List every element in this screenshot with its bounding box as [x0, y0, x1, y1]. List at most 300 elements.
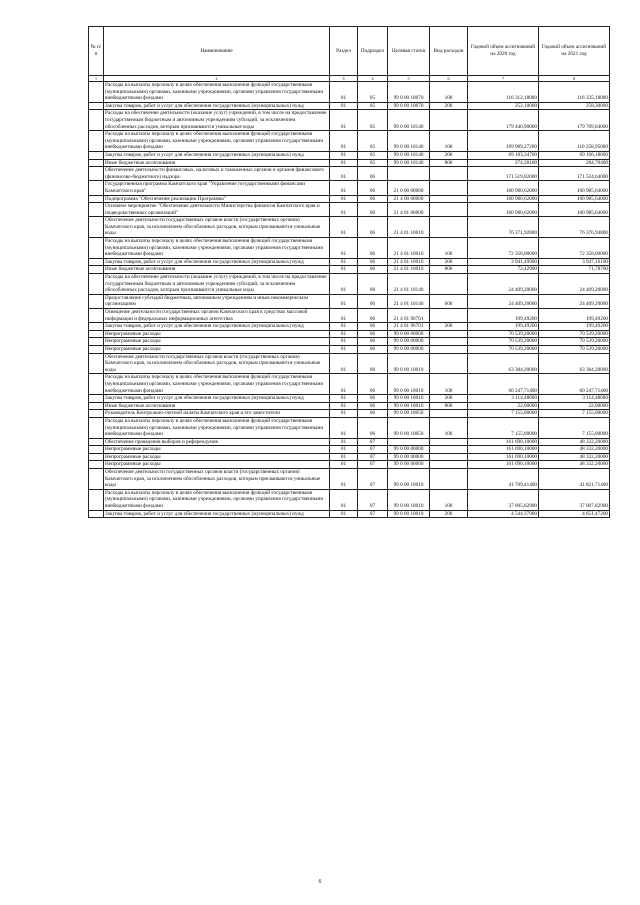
cell-amount-2021: 284,70400 — [539, 159, 610, 167]
budget-page — [88, 26, 609, 518]
cell-vid — [430, 345, 468, 353]
cell-num — [89, 489, 104, 510]
cell-amount-2021: 72 358,00000 — [539, 238, 610, 259]
table-row — [89, 294, 610, 308]
cell-tselevaya: 21 4 01 10140 — [388, 294, 430, 308]
cell-num — [89, 353, 104, 374]
cell-podrazdel: 06 — [358, 238, 388, 259]
cell-amount-2021: 70 539,20000 — [539, 330, 610, 338]
cell-razdel: 01 — [330, 151, 358, 159]
cell-tselevaya: 99 0 00 10010 — [388, 402, 430, 410]
cell-razdel: 01 — [330, 181, 358, 195]
cell-vid — [430, 167, 468, 181]
cell-amount-2021: 199,49200 — [539, 309, 610, 323]
cell-amount-2021: 100 985,64000 — [539, 203, 610, 217]
cell-tselevaya — [388, 438, 430, 446]
cell-amount-2021: 258,30000 — [539, 102, 610, 110]
cell-name: Закупка товаров, работ и услуг для обеспечения государственных (муниципальных) нужд — [104, 395, 330, 403]
cell-amount-2020: 72 358,00000 — [468, 238, 539, 259]
cell-num — [89, 181, 104, 195]
cell-amount-2021: 63 384,20000 — [539, 353, 610, 374]
cell-name: Иные бюджетные ассигнования — [104, 402, 330, 410]
cell-tselevaya: 99 0 00 10010 — [388, 353, 430, 374]
table-row — [89, 489, 610, 510]
cell-vid: 100 — [430, 489, 468, 510]
cell-razdel: 01 — [330, 410, 358, 418]
cell-amount-2020: 70 539,20000 — [468, 345, 539, 353]
cell-amount-2021: 24 409,20000 — [539, 274, 610, 295]
table-row — [89, 410, 610, 418]
cell-podrazdel: 06 — [358, 181, 388, 195]
cell-num — [89, 274, 104, 295]
table-row — [89, 159, 610, 167]
cell-amount-2020: 3 941,49900 — [468, 258, 539, 266]
cell-razdel: 01 — [330, 489, 358, 510]
cell-podrazdel: 05 — [358, 82, 388, 103]
cell-tselevaya: 99 0 00 10010 — [388, 395, 430, 403]
cell-vid: 200 — [430, 395, 468, 403]
cell-amount-2020: 109 989,27200 — [468, 131, 539, 152]
cell-razdel: 01 — [330, 266, 358, 274]
cell-podrazdel: 06 — [358, 338, 388, 346]
cell-name: Расходы на выплаты персоналу в целях обеспечения выполнения функций государственными (муниципальными) органами, казенными учреждениями, органами управления государственными внебюджетными фондами — [104, 417, 330, 438]
table-row — [89, 417, 610, 438]
cell-num — [89, 410, 104, 418]
cell-amount-2021: 4 651,47200 — [539, 510, 610, 518]
cell-vid: 100 — [430, 238, 468, 259]
cell-tselevaya: 99 0 00 10140 — [388, 159, 430, 167]
table-row — [89, 395, 610, 403]
cell-num — [89, 323, 104, 331]
cell-num — [89, 151, 104, 159]
cell-num — [89, 110, 104, 131]
cell-amount-2021: 69 166,18600 — [539, 151, 610, 159]
cell-name: Расходы на выплаты персоналу в целях обеспечения выполнения функций государственными (муниципальными) органами, казенными учреждениями, органами управления государственными внебюджетными фондами — [104, 374, 330, 395]
cell-amount-2021: 76 376,94800 — [539, 217, 610, 238]
cell-amount-2021: 41 821,71400 — [539, 469, 610, 490]
cell-amount-2020: 22,00000 — [468, 402, 539, 410]
cell-num — [89, 203, 104, 217]
col-header-num: № п/п — [89, 27, 104, 76]
cell-razdel: 01 — [330, 131, 358, 152]
cell-vid — [430, 195, 468, 203]
cell-razdel: 01 — [330, 195, 358, 203]
cell-razdel: 01 — [330, 438, 358, 446]
table-row — [89, 309, 610, 323]
cell-amount-2021: 3 114,48600 — [539, 395, 610, 403]
cell-amount-2020: 24 409,20000 — [468, 294, 539, 308]
cell-amount-2020: 100 980,62000 — [468, 195, 539, 203]
cell-podrazdel: 06 — [358, 195, 388, 203]
cell-razdel: 01 — [330, 238, 358, 259]
cell-num — [89, 159, 104, 167]
col-number: 6 — [430, 76, 468, 82]
cell-podrazdel: 06 — [358, 258, 388, 266]
cell-name: Государственная программа Камчатского края "Управление государственными финансами Камчатского края" — [104, 181, 330, 195]
cell-tselevaya: 21 4 01 10010 — [388, 238, 430, 259]
cell-tselevaya: 21 4 01 10010 — [388, 217, 430, 238]
cell-razdel: 01 — [330, 159, 358, 167]
cell-amount-2020: 7 155,00000 — [468, 410, 539, 418]
cell-razdel: 01 — [330, 294, 358, 308]
table-row — [89, 469, 610, 490]
cell-num — [89, 238, 104, 259]
cell-razdel: 01 — [330, 330, 358, 338]
cell-name: Расходы на обеспечение деятельности (оказание услуг) учреждений, в том числе на предоставление государственным бюджетным и автономным учреждениям субсидий, за исключением обособленных расходов, которым присваиваются уникальные коды — [104, 110, 330, 131]
table-row — [89, 453, 610, 461]
cell-amount-2021: 116 335,18000 — [539, 82, 610, 103]
cell-tselevaya: 99 0 00 10010 — [388, 469, 430, 490]
cell-tselevaya: 99 0 00 10010 — [388, 510, 430, 518]
cell-amount-2021: 171 524,64000 — [539, 167, 610, 181]
cell-amount-2021: 7 155,00000 — [539, 417, 610, 438]
col-number: 2 — [104, 76, 330, 82]
cell-podrazdel: 07 — [358, 461, 388, 469]
table-row — [89, 510, 610, 518]
table-row — [89, 131, 610, 152]
table-row — [89, 374, 610, 395]
cell-tselevaya: 99 0 00 10050 — [388, 417, 430, 438]
cell-podrazdel: 05 — [358, 151, 388, 159]
cell-name: Руководитель Контрольно-счетной палаты Камчатского края и его заместители — [104, 410, 330, 418]
cell-tselevaya: 99 0 00 10140 — [388, 151, 430, 159]
cell-razdel: 01 — [330, 345, 358, 353]
cell-tselevaya: 21 4 01 10010 — [388, 258, 430, 266]
table-row — [89, 353, 610, 374]
cell-podrazdel: 07 — [358, 469, 388, 490]
table-row — [89, 402, 610, 410]
cell-tselevaya: 21 4 01 10010 — [388, 266, 430, 274]
cell-vid: 800 — [430, 402, 468, 410]
cell-podrazdel: 06 — [358, 217, 388, 238]
cell-num — [89, 453, 104, 461]
cell-podrazdel: 06 — [358, 167, 388, 181]
cell-podrazdel: 06 — [358, 402, 388, 410]
cell-name: Непрограммные расходы — [104, 453, 330, 461]
cell-name: Закупка товаров, работ и услуг для обеспечения государственных (муниципальных) нужд — [104, 510, 330, 518]
cell-podrazdel: 06 — [358, 395, 388, 403]
cell-vid — [430, 330, 468, 338]
cell-amount-2021: 48 332,20000 — [539, 438, 610, 446]
cell-vid — [430, 469, 468, 490]
cell-amount-2020: 76 371,92800 — [468, 217, 539, 238]
cell-amount-2021: 179 709,84000 — [539, 110, 610, 131]
cell-vid: 100 — [430, 374, 468, 395]
cell-podrazdel: 05 — [358, 159, 388, 167]
cell-tselevaya: 21 0 00 00000 — [388, 181, 430, 195]
cell-razdel: 01 — [330, 395, 358, 403]
cell-amount-2020: 161 690,10000 — [468, 438, 539, 446]
cell-name: Закупка товаров, работ и услуг для обеспечения государственных (муниципальных) нужд — [104, 323, 330, 331]
cell-name: Иные бюджетные ассигнования — [104, 159, 330, 167]
cell-vid: 600 — [430, 294, 468, 308]
cell-tselevaya: 99 0 00 10140 — [388, 131, 430, 152]
cell-amount-2020: 4 544,37900 — [468, 510, 539, 518]
cell-name: Подпрограмма "Обеспечение реализации Программы" — [104, 195, 330, 203]
table-row — [89, 181, 610, 195]
cell-amount-2021: 71,78700 — [539, 266, 610, 274]
cell-vid: 800 — [430, 266, 468, 274]
cell-name: Основное мероприятие "Обеспечение деятельности Министерства финансов Камчатского края и подведомственных организаций" — [104, 203, 330, 217]
cell-vid — [430, 453, 468, 461]
cell-num — [89, 461, 104, 469]
cell-podrazdel: 06 — [358, 323, 388, 331]
cell-amount-2020: 60 247,71400 — [468, 374, 539, 395]
cell-num — [89, 294, 104, 308]
cell-name: Закупка товаров, работ и услуг для обеспечения государственных (муниципальных) нужд — [104, 258, 330, 266]
cell-tselevaya: 99 0 00 00000 — [388, 446, 430, 454]
cell-tselevaya: 21 4 01 00000 — [388, 203, 430, 217]
cell-razdel: 01 — [330, 374, 358, 395]
cell-num — [89, 258, 104, 266]
cell-name: Освещение деятельности государственных органов Камчатского края в средствах массовой информации и федеральных информационных агентствах — [104, 309, 330, 323]
table-row — [89, 203, 610, 217]
cell-tselevaya: 99 0 00 10140 — [388, 110, 430, 131]
cell-name: Закупка товаров, работ и услуг для обеспечения государственных (муниципальных) нужд — [104, 102, 330, 110]
cell-podrazdel: 06 — [358, 345, 388, 353]
cell-tselevaya: 99 0 00 10050 — [388, 410, 430, 418]
cell-num — [89, 167, 104, 181]
cell-amount-2020: 179 446,90000 — [468, 110, 539, 131]
cell-num — [89, 446, 104, 454]
cell-razdel: 01 — [330, 417, 358, 438]
cell-podrazdel: 06 — [358, 417, 388, 438]
cell-amount-2020: 24 409,20000 — [468, 274, 539, 295]
cell-tselevaya: 21 4 00 00000 — [388, 195, 430, 203]
cell-razdel: 01 — [330, 353, 358, 374]
cell-amount-2021: 110 258,95000 — [539, 131, 610, 152]
table-row — [89, 274, 610, 295]
table-row — [89, 438, 610, 446]
cell-name: Обеспечение проведения выборов и референдумов — [104, 438, 330, 446]
cell-amount-2021: 100 985,64000 — [539, 181, 610, 195]
cell-name: Обеспечение деятельности государственных органов власти (государственных органов) Камчатского края, за исключением обособленных расходов, которым присваиваются уникальные коды — [104, 353, 330, 374]
cell-amount-2021: 3 947,16100 — [539, 258, 610, 266]
cell-razdel: 01 — [330, 167, 358, 181]
cell-razdel: 01 — [330, 453, 358, 461]
cell-name: Расходы на выплаты персоналу в целях обеспечения выполнения функций государственными (муниципальными) органами, казенными учреждениями, органами управления государственными внебюджетными фондами — [104, 82, 330, 103]
table-row — [89, 338, 610, 346]
cell-name: Непрограммные расходы — [104, 330, 330, 338]
cell-vid — [430, 410, 468, 418]
col-header-podrazdel: Подраздел — [358, 27, 388, 76]
col-header-razdel: Раздел — [330, 27, 358, 76]
cell-amount-2021: 48 332,20000 — [539, 461, 610, 469]
table-row — [89, 446, 610, 454]
cell-vid — [430, 217, 468, 238]
cell-num — [89, 266, 104, 274]
col-number: 4 — [358, 76, 388, 82]
cell-amount-2020: 116 312,18000 — [468, 82, 539, 103]
cell-razdel: 01 — [330, 258, 358, 266]
cell-name: Закупка товаров, работ и услуг для обеспечения государственных (муниципальных) нужд — [104, 151, 330, 159]
cell-vid — [430, 110, 468, 131]
table-row — [89, 110, 610, 131]
cell-podrazdel: 05 — [358, 131, 388, 152]
cell-vid: 100 — [430, 131, 468, 152]
cell-amount-2020: 161 690,10000 — [468, 446, 539, 454]
cell-vid: 200 — [430, 510, 468, 518]
cell-amount-2021: 48 332,20000 — [539, 453, 610, 461]
table-row — [89, 217, 610, 238]
cell-podrazdel: 06 — [358, 294, 388, 308]
table-row — [89, 323, 610, 331]
cell-podrazdel: 06 — [358, 374, 388, 395]
cell-amount-2020: 100 980,62000 — [468, 181, 539, 195]
cell-amount-2021: 22,00000 — [539, 402, 610, 410]
table-header-row — [89, 27, 610, 76]
cell-podrazdel: 07 — [358, 438, 388, 446]
cell-amount-2020: 3 114,48600 — [468, 395, 539, 403]
cell-num — [89, 402, 104, 410]
cell-podrazdel: 06 — [358, 410, 388, 418]
cell-vid — [430, 274, 468, 295]
cell-razdel: 01 — [330, 402, 358, 410]
cell-num — [89, 338, 104, 346]
cell-podrazdel: 06 — [358, 274, 388, 295]
cell-podrazdel: 06 — [358, 266, 388, 274]
cell-podrazdel: 06 — [358, 330, 388, 338]
cell-podrazdel: 06 — [358, 309, 388, 323]
table-row — [89, 102, 610, 110]
cell-name: Непрограммные расходы — [104, 345, 330, 353]
cell-amount-2021: 70 539,20000 — [539, 345, 610, 353]
cell-vid — [430, 353, 468, 374]
cell-tselevaya: 99 0 00 00000 — [388, 338, 430, 346]
cell-amount-2021: 60 247,71400 — [539, 374, 610, 395]
cell-num — [89, 374, 104, 395]
cell-num — [89, 438, 104, 446]
cell-amount-2020: 37 005,82900 — [468, 489, 539, 510]
cell-amount-2021: 48 332,20000 — [539, 446, 610, 454]
cell-tselevaya: 99 0 00 00000 — [388, 453, 430, 461]
cell-name: Расходы на обеспечение деятельности (оказание услуг) учреждений, в том числе на предоставление государственным бюджетным и автономным учреждениям субсидий, за исключением обособленных расходов, которым присваиваются уникальные коды — [104, 274, 330, 295]
cell-razdel: 01 — [330, 110, 358, 131]
cell-amount-2021: 24 409,20000 — [539, 294, 610, 308]
cell-razdel: 01 — [330, 82, 358, 103]
cell-tselevaya: 99 0 00 00000 — [388, 330, 430, 338]
cell-amount-2020: 199,49200 — [468, 309, 539, 323]
table-row — [89, 195, 610, 203]
cell-name: Иные бюджетные ассигнования — [104, 266, 330, 274]
cell-amount-2020: 7 155,00000 — [468, 417, 539, 438]
cell-name: Непрограммные расходы — [104, 461, 330, 469]
cell-amount-2020: 199,49200 — [468, 323, 539, 331]
col-number: 5 — [388, 76, 430, 82]
cell-tselevaya: 99 0 00 00000 — [388, 461, 430, 469]
cell-name: Расходы на выплаты персоналу в целях обеспечения выполнения функций государственными (муниципальными) органами, казенными учреждениями, органами управления государственными внебюджетными фондами — [104, 489, 330, 510]
cell-amount-2020: 70 539,20000 — [468, 338, 539, 346]
table-row — [89, 167, 610, 181]
cell-amount-2020: 63 384,20000 — [468, 353, 539, 374]
cell-name: Расходы на выплаты персоналу в целях обеспечения выполнения функций государственными (муниципальными) органами, казенными учреждениями, органами управления государственными внебюджетными фондами — [104, 131, 330, 152]
cell-amount-2020: 70 539,20000 — [468, 330, 539, 338]
cell-tselevaya: 21 4 01 96701 — [388, 309, 430, 323]
cell-num — [89, 330, 104, 338]
table-row — [89, 345, 610, 353]
cell-num — [89, 417, 104, 438]
cell-podrazdel: 05 — [358, 110, 388, 131]
cell-razdel: 01 — [330, 323, 358, 331]
cell-num — [89, 131, 104, 152]
cell-amount-2020: 171 519,82000 — [468, 167, 539, 181]
cell-tselevaya: 99 0 00 10070 — [388, 82, 430, 103]
cell-name: Непрограммные расходы — [104, 338, 330, 346]
cell-podrazdel: 07 — [358, 446, 388, 454]
cell-vid: 800 — [430, 159, 468, 167]
cell-amount-2020: 69 183,34700 — [468, 151, 539, 159]
cell-name: Обеспечение деятельности финансовых, налоговых и таможенных органов и органов финансового (финансово-бюджетного) надзора — [104, 167, 330, 181]
cell-vid: 200 — [430, 151, 468, 159]
table-row — [89, 238, 610, 259]
page-number: 6 — [318, 879, 322, 885]
cell-amount-2020: 41 709,41400 — [468, 469, 539, 490]
cell-tselevaya: 99 0 00 10010 — [388, 374, 430, 395]
table-row — [89, 258, 610, 266]
cell-razdel: 01 — [330, 461, 358, 469]
cell-num — [89, 82, 104, 103]
cell-vid: 200 — [430, 258, 468, 266]
col-header-tselevaya: Целевая статья — [388, 27, 430, 76]
col-header-name: Наименование — [104, 27, 330, 76]
cell-razdel: 01 — [330, 469, 358, 490]
cell-vid — [430, 181, 468, 195]
cell-razdel: 01 — [330, 102, 358, 110]
cell-podrazdel: 07 — [358, 489, 388, 510]
col-header-2020: Годовой объем ассигнований на 2020 год — [468, 27, 539, 76]
table-row — [89, 461, 610, 469]
cell-razdel: 01 — [330, 338, 358, 346]
cell-vid: 100 — [430, 82, 468, 103]
col-number: 1 — [89, 76, 104, 82]
cell-razdel: 01 — [330, 217, 358, 238]
cell-amount-2020: 274,28100 — [468, 159, 539, 167]
col-header-vid: Вид расходов — [430, 27, 468, 76]
cell-name: Расходы на выплаты персоналу в целях обеспечения выполнения функций государственными (муниципальными) органами, казенными учреждениями, органами управления государственными внебюджетными фондами — [104, 238, 330, 259]
cell-tselevaya: 99 0 00 00000 — [388, 345, 430, 353]
cell-num — [89, 309, 104, 323]
col-number: 8 — [539, 76, 610, 82]
table-body — [89, 82, 610, 518]
cell-num — [89, 217, 104, 238]
cell-vid — [430, 461, 468, 469]
cell-vid: 200 — [430, 102, 468, 110]
table-row — [89, 266, 610, 274]
cell-vid — [430, 309, 468, 323]
cell-tselevaya: 99 0 00 10010 — [388, 489, 430, 510]
cell-podrazdel: 06 — [358, 353, 388, 374]
cell-vid: 200 — [430, 323, 468, 331]
cell-razdel: 01 — [330, 274, 358, 295]
cell-vid — [430, 203, 468, 217]
cell-amount-2020: 100 980,62000 — [468, 203, 539, 217]
cell-num — [89, 345, 104, 353]
col-header-2021: Годовой объем ассигнований на 2021 год — [539, 27, 610, 76]
cell-podrazdel: 07 — [358, 453, 388, 461]
cell-num — [89, 102, 104, 110]
cell-podrazdel: 06 — [358, 203, 388, 217]
cell-razdel: 01 — [330, 309, 358, 323]
cell-razdel: 01 — [330, 510, 358, 518]
cell-amount-2020: 72,42900 — [468, 266, 539, 274]
cell-tselevaya: 21 4 01 10140 — [388, 274, 430, 295]
cell-name: Обеспечение деятельности государственных органов власти (государственных органов) Камчатского края, за исключением обособленных расходов, которым присваиваются уникальные коды — [104, 217, 330, 238]
cell-num — [89, 195, 104, 203]
cell-podrazdel: 07 — [358, 510, 388, 518]
cell-amount-2021: 7 155,00000 — [539, 410, 610, 418]
cell-amount-2020: 161 690,10000 — [468, 461, 539, 469]
cell-amount-2021: 100 985,64000 — [539, 195, 610, 203]
